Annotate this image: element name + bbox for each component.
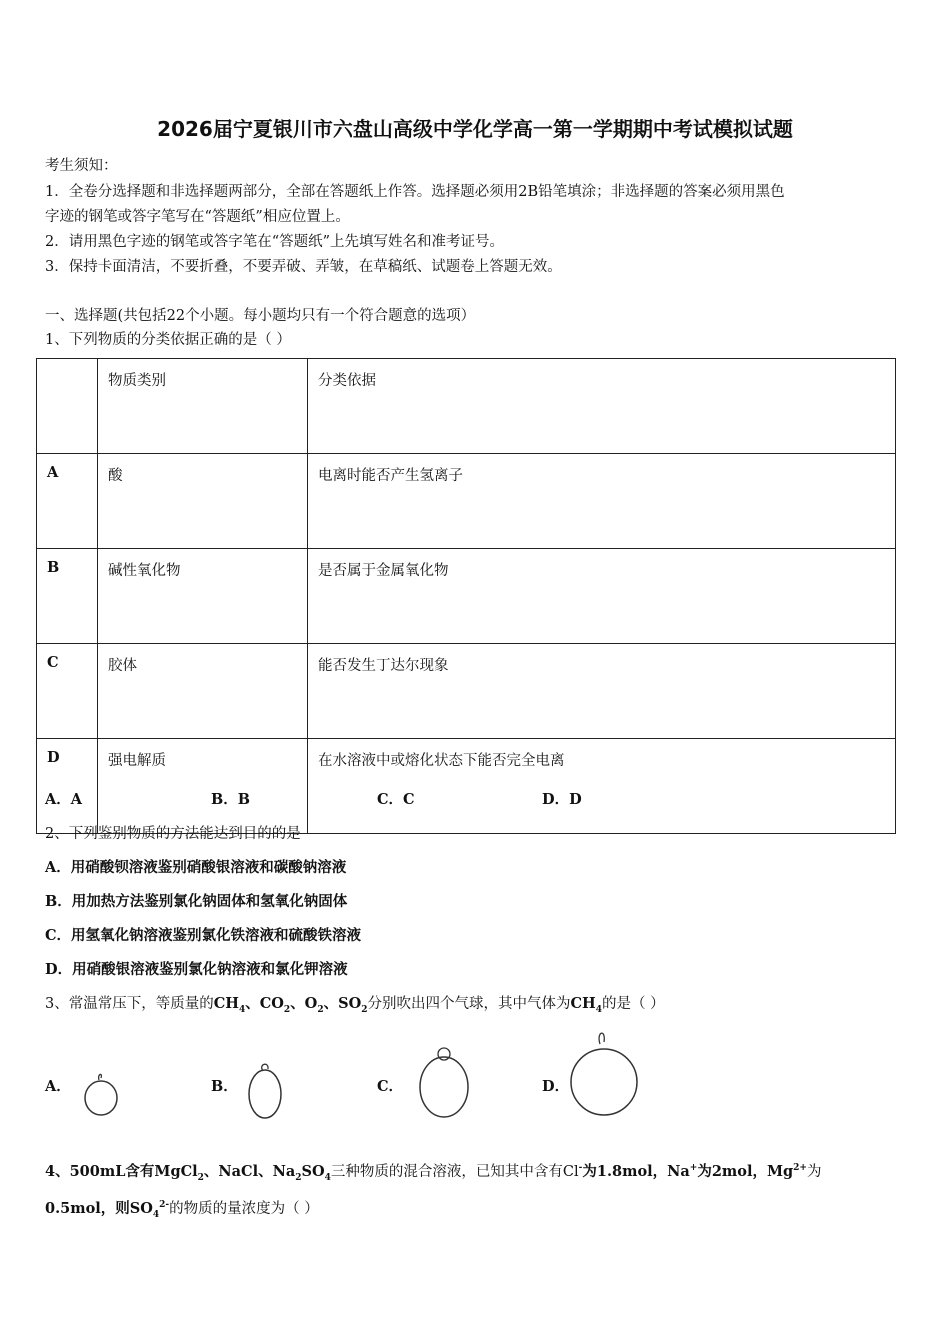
balloon-a-icon <box>80 1068 122 1120</box>
balloon-b-icon <box>244 1058 288 1122</box>
question-4-line-2: 0.5mol，则$SO_4^{2-}$的物质的量浓度为（ ） <box>45 1200 319 1220</box>
stem-text: 为 <box>806 1164 822 1180</box>
table-cell <box>37 359 98 454</box>
stem-text: 三种物质的混合溶液，已知其中含有Cl <box>330 1164 579 1180</box>
balloon-d-icon <box>567 1028 643 1118</box>
table-cell: 胶体 <box>98 644 308 739</box>
answer-option-c: C．用氢氧化钠溶液鉴别氯化铁溶液和硫酸铁溶液 <box>45 927 362 944</box>
stem-text: 0.5mol，则SO <box>45 1200 153 1217</box>
notice-line: 2．请用黑色字迹的钢笔或答字笔在“答题纸”上先填写姓名和准考证号。 <box>45 234 505 250</box>
balloon-label-d: D． <box>542 1078 570 1095</box>
table-row <box>37 739 896 834</box>
table-header-row <box>37 359 896 454</box>
table-row <box>37 454 896 549</box>
answer-option-b: B．用加热方法鉴别氯化钠固体和氢氧化钠固体 <box>45 893 348 910</box>
answer-option-a: A．用硝酸钡溶液鉴别硝酸银溶液和碳酸钠溶液 <box>45 859 347 876</box>
table-cell: 在水溶液中或熔化状态下能否完全电离 <box>308 739 896 834</box>
page-title: 2026届宁夏银川市六盘山高级中学化学高一第一学期期中考试模拟试题 <box>157 117 793 141</box>
answer-option-a: A．A <box>45 791 83 808</box>
answer-option-b: B．B <box>211 791 251 808</box>
balloon-label-a: A． <box>45 1078 71 1095</box>
table-cell: C <box>37 644 98 739</box>
section-heading: 一、选择题(共包括22个小题。每小题均只有一个符合题意的选项） <box>45 308 476 324</box>
table-row <box>37 549 896 644</box>
question-2-stem: 2、下列鉴别物质的方法能达到目的的是 <box>45 826 301 842</box>
answer-option-d: D．用硝酸银溶液鉴别氯化钠溶液和氯化钾溶液 <box>45 961 348 978</box>
table-cell: 物质类别 <box>98 359 308 454</box>
stem-text: 4、500mL含有MgCl <box>45 1163 198 1180</box>
question-4-line-1: 4、500mL含有MgCl$_2$、NaCl、$Na_2SO_4$三种物质的混合溶液，已知其中含有Cl-为1.8mol，Na+为2mol，$Mg^{2+}$为 <box>45 1163 822 1183</box>
table-cell: 酸 <box>98 454 308 549</box>
balloon-c-icon <box>415 1042 473 1120</box>
classification-table <box>36 358 896 834</box>
stem-text: 的是（ ） <box>601 996 665 1012</box>
table-cell: 碱性氧化物 <box>98 549 308 644</box>
table-cell: B <box>37 549 98 644</box>
table-cell: 是否属于金属氧化物 <box>308 549 896 644</box>
balloon-label-b: B． <box>211 1078 238 1095</box>
stem-text: 为1.8mol，Na <box>582 1163 690 1180</box>
notice-line: 3．保持卡面清洁，不要折叠，不要弄破、弄皱，在草稿纸、试题卷上答题无效。 <box>45 259 562 275</box>
table-cell: 分类依据 <box>308 359 896 454</box>
table-row <box>37 644 896 739</box>
notice-line: 字迹的钢笔或答字笔写在“答题纸”相应位置上。 <box>45 209 350 225</box>
stem-text: 分别吹出四个气球，其中气体为 <box>367 996 571 1012</box>
notice-line: 1．全卷分选择题和非选择题两部分，全部在答题纸上作答。选择题必须用2B铅笔填涂；非选择题的答案必须用黑色 <box>45 184 785 200</box>
table-cell: 电离时能否产生氢离子 <box>308 454 896 549</box>
table-cell: 强电解质 <box>98 739 308 834</box>
stem-text: 为2mol，Mg <box>697 1163 794 1180</box>
question-1-stem: 1、下列物质的分类依据正确的是（ ） <box>45 332 291 348</box>
question-3-stem: 3、常温常压下，等质量的$CH_4$、$CO_2$、$O_2$、$SO_2$分别吹出四个气球，其中气体为$CH_4$的是（ ） <box>45 995 665 1015</box>
balloon-label-c: C． <box>377 1078 404 1095</box>
answer-option-c: C．C <box>377 791 415 808</box>
notice-heading: 考生须知： <box>45 158 118 174</box>
stem-text: 的物质的量浓度为（ ） <box>169 1201 319 1217</box>
stem-text: 3、常温常压下，等质量的 <box>45 996 214 1012</box>
answer-option-d: D．D <box>542 791 582 808</box>
table-cell: 能否发生丁达尔现象 <box>308 644 896 739</box>
table-cell: D <box>37 739 98 834</box>
table-cell: A <box>37 454 98 549</box>
